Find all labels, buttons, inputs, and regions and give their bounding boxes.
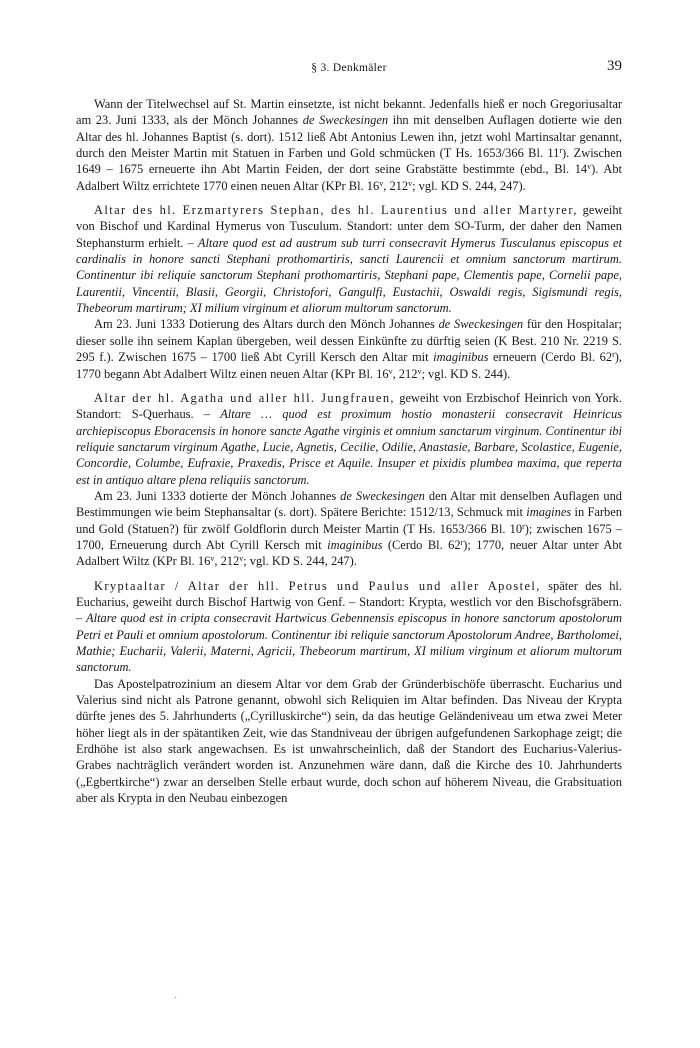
latin-quotation: de Sweckesingen	[438, 317, 524, 332]
text-run: Das Apostelpatrozinium an diesem Altar vor dem Grab der Gründerbischöfe überrascht. Eucharius und Valerius sind nicht als Patrone genannt, obwohl sich Reliquien im Altar befinden. Das Niveau der Krypta dürfte jenes des 5. Jahrhunderts („Cyrilluskirche“) sein, da das heutige Geländeniveau um etwa zwei Meter höher liegt als in der spätantiken Zeit, wie das Standniveau der übrigen aufgefundenen Sarkophage zeigt; die Erdhöhe ist also stark angewachsen. Es ist unwahrscheinlich, daß der Standort des Eucharius-Valerius-Grabes nachträglich verändert worden ist. Anzunehmen wäre dann, daß die Kirche des 10. Jahrhunderts („Egbertkirche“) zwar an derselben Stelle erbaut wurde, doch schon auf höherem Niveau, die Grabsituation aber als Krypta in den Neubau einbezogen	[76, 676, 622, 806]
text-run: Wann der Titelwechsel auf St. Martin einsetzte, ist nicht bekannt. Jedenfalls hieß er noch Gregoriusaltar am 23. Juni 1333, als der Mönch Johannes	[76, 97, 622, 128]
latin-quotation: de Sweckesingen	[340, 488, 425, 503]
latin-quotation: imagines	[526, 505, 572, 520]
paragraph-p2	[76, 202, 622, 316]
running-head	[76, 58, 622, 80]
latin-quotation: de Sweckesingen	[302, 113, 389, 128]
text-run: ), 1770 begann Abt Adalbert Wiltz einen neuen Altar (KPr Bl. 16	[76, 350, 622, 381]
paragraph-p3	[76, 316, 622, 381]
text-run: später des hl. Eucharius, geweiht durch Bischof Hartwig von Genf. – Standort: Krypta, westlich vor den Bischofsgräbern. –	[76, 578, 622, 626]
altar-heading: Kryptaaltar / Altar der hll. Petrus und Paulus und aller Apostel,	[94, 578, 541, 593]
folio-superscript: v	[388, 366, 393, 376]
folio-superscript: v	[417, 366, 422, 376]
paragraph-p4	[76, 390, 622, 488]
text-run: ); zwischen 1675 – 1700, Erneuerung durch Abt Cyrill Kersch mit	[76, 521, 622, 552]
altar-heading: Altar der hl. Agatha und aller hll. Jungfrauen,	[94, 390, 395, 405]
paragraph-p6	[76, 578, 622, 676]
text-run: Am 23. Juni 1333 dotierte der Mönch Johannes	[94, 488, 341, 503]
text-run: ; vgl. KD S. 244).	[421, 366, 511, 381]
text-run: Am 23. Juni 1333 Dotierung des Altars durch den Mönch Johannes	[94, 317, 439, 332]
folio-superscript: r	[612, 350, 615, 360]
text-run: , 212	[214, 554, 240, 569]
latin-quotation: Altare quod est ad austrum sub turri consecravit Hymerus Tusculanus episcopus et cardinalis in honore sancti Stephani prothomartiris, sancti Laurencii et omnium sanctorum martirum. Continentur ibi reliquie sanctorum Stephani prothomartiris, Stephani pape, Clementis pape, Cornelii pape, Laurentii, Vincentii, Blasii, Georgii, Christofori, Gangulfi, Eustachii, Oswaldi regis, Sigismundi regis, Thebeorum martirum; XI milium virginum et aliorum multorum sanctorum.	[76, 235, 623, 316]
altar-heading: Altar des hl. Erzmartyrers Stephan, des hl. Laurentius und aller Martyrer,	[94, 203, 578, 218]
text-run: ); 1770, neuer Altar unter Abt Adalbert Wiltz (KPr Bl. 16	[76, 537, 622, 569]
latin-quotation: Altare quod est in cripta consecravit Hartwicus Gebennensis episcopus in honore sanctorum apostolorum Petri et Pauli et omnium apostolorum. Continentur ibi reliquie sanctorum Apostolorum Andree, Bartholomei, Mathie; Eucharii, Valerii, Materni, Agricii, Thebeorum martirum, XI milium virginum et aliorum multorum sanctorum.	[76, 611, 623, 675]
latin-quotation: imaginibus	[433, 350, 489, 365]
folio-superscript: v	[408, 178, 413, 188]
text-run: geweiht von Erzbischof Heinrich von York. Standort: S-Querhaus. –	[76, 390, 622, 422]
text-run: , 212	[383, 178, 409, 193]
folio-superscript: v	[379, 178, 384, 188]
text-run: ihn mit denselben Auflagen dotierte wie den Altar des hl. Johannes Baptist (s. dort). 1512 ließ Abt Antonius Lewen ihn, jetzt wohl Martinsaltar genannt, durch den Meister Martin mit Statuen in Farben und Gold schmücken (T Hs. 1653/366 Bl. 11	[76, 113, 622, 161]
paragraph-p1	[76, 96, 622, 194]
text-run: (Cerdo Bl. 62	[382, 537, 461, 552]
text-run: geweiht von Bischof und Kardinal Hymerus von Tusculum. Standort: unter dem SO-Turm, der daher den Namen Stephansturm erhielt. –	[76, 203, 622, 250]
folio-superscript: v	[587, 162, 592, 172]
text-run: ). Abt Adalbert Wiltz errichtete 1770 einen neuen Altar (KPr Bl. 16	[76, 162, 622, 193]
text-run: , 212	[392, 366, 418, 381]
text-run: ; vgl. KD S. 244, 247).	[243, 554, 357, 569]
text-run: erneuern (Cerdo Bl. 62	[488, 350, 613, 365]
text-run: ; vgl. KD S. 244, 247).	[412, 178, 526, 193]
folio-superscript: v	[210, 554, 215, 564]
folio-superscript: r	[559, 146, 563, 156]
running-title: § 3. Denkmäler	[311, 62, 387, 74]
page-number: 39	[607, 58, 622, 74]
folio-superscript: v	[239, 554, 244, 564]
scan-speck: ·	[174, 993, 178, 1004]
body-text	[76, 96, 622, 806]
paragraph-p7	[76, 676, 622, 807]
text-run: den Altar mit denselben Auflagen und Bestimmungen wie beim Stephansaltar (s. dort). Spätere Berichte: 1512/13, Schmuck mit	[76, 488, 623, 520]
latin-quotation: Altare … quod est proximum hostio monasterii consecravit Heinricus archiepiscopus Eboracensis in honore sancte Agathe virginis et omnium sanctarum virginum. Continentur ibi reliquie sanctarum virginum Agathe, Lucie, Agnetis, Cecilie, Odilie, Anastasie, Barbare, Scolastice, Eugenie, Concordie, Columbe, Eufraxie, Praxedis, Prisce et Aquile. Insuper et pixidis plumbea maxima, que reperta est in antiquo altare plena reliquiis sanctorum.	[76, 407, 623, 487]
text-run: in Farben und Gold (Statuen?) für zwölf Goldflorin durch Meister Martin (T Hs. 1653/366 Bl. 10	[76, 505, 622, 536]
text-run: ). Zwischen 1649 – 1675 erneuerte ihn Abt Martin Feiden, der dort seine Grabstätte bestimmte (ebd., Bl. 14	[76, 146, 622, 177]
folio-superscript: r	[522, 521, 525, 531]
paragraph-p5	[76, 488, 622, 570]
latin-quotation: imaginibus	[327, 537, 383, 552]
text-run: für den Hospitalar; dieser solle ihn seinem Kaplan übergeben, weil dessen Einkünfte zu dürftig seien (K Best. 210 Nr. 2219 S. 295 f.). Zwischen 1675 – 1700 ließ Abt Cyrill Kersch den Altar mit	[76, 317, 622, 365]
folio-superscript: r	[460, 537, 464, 547]
